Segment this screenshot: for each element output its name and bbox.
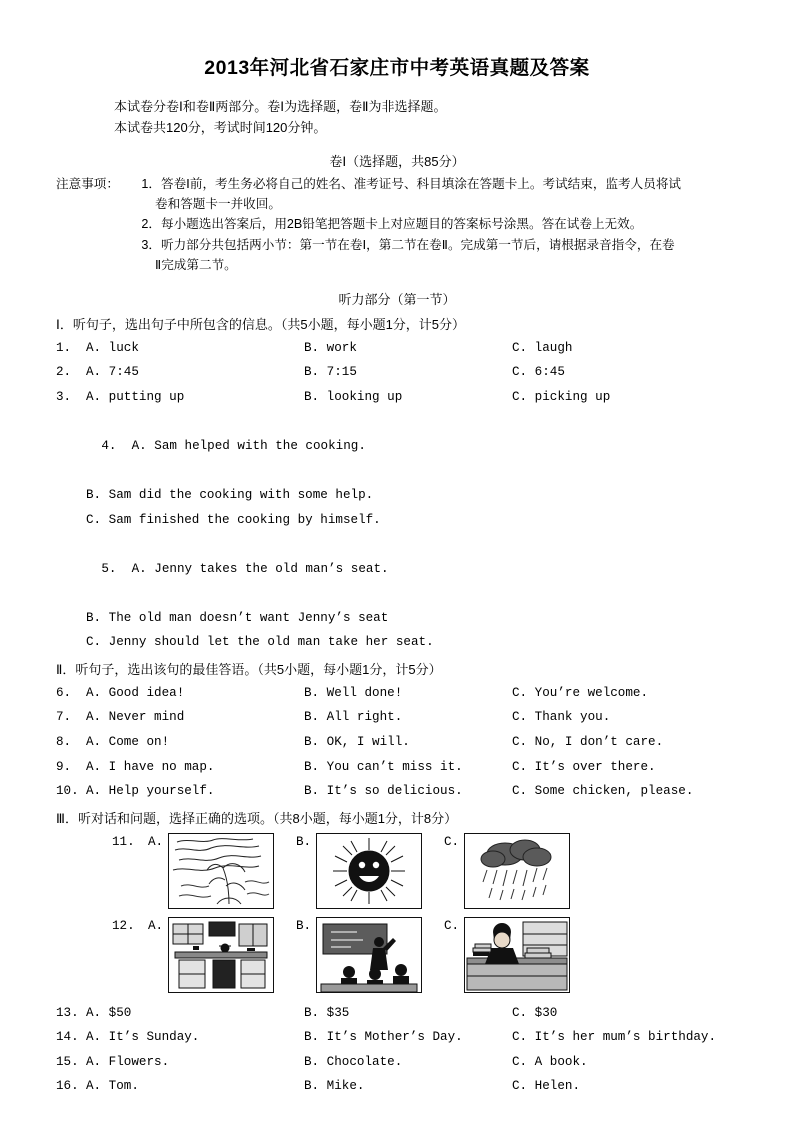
option-b: B. Chocolate. (304, 1054, 403, 1069)
option-b: B. $35 (304, 1005, 350, 1020)
stacked-option (56, 630, 738, 655)
stacked-option (56, 483, 738, 508)
option-row (56, 1074, 738, 1099)
question-number: 1. (56, 340, 72, 355)
windy-tree-image (168, 833, 274, 909)
notice-item-text: 每小题选出答案后，用2B铅笔把答题卡上对应题目的答案标号涂黑。答在试卷上无效。 (160, 217, 643, 232)
notice-item-number: 2． (141, 217, 161, 232)
section-1-options (56, 336, 738, 655)
option-c: C. Some chicken, please. (512, 784, 694, 799)
option-b: B. Well done! (304, 685, 403, 700)
kitchen-scene-image (168, 917, 274, 993)
option-b: B. OK, I will. (304, 735, 410, 749)
sunny-face-image (316, 833, 422, 909)
option-letter: A. (148, 918, 164, 933)
option-row (56, 360, 738, 385)
option-a: A. Help yourself. (86, 784, 215, 799)
picture-question-block (56, 833, 738, 993)
option-a: A. 7:45 (86, 365, 139, 380)
option-a: A. luck (86, 340, 139, 355)
option-a: A. Never mind (86, 710, 185, 725)
notice-item-text: 听力部分共包括两小节：第一节在卷Ⅰ，第二节在卷Ⅱ。完成第一节后，请根据录音指令，在卷 (160, 237, 675, 252)
option-a: A. Jenny takes the old man’s seat. (131, 561, 389, 576)
picture-option (148, 833, 296, 909)
notice-item-number: 3． (141, 237, 161, 252)
option-a: A. putting up (86, 389, 185, 404)
option-c: C. You’re welcome. (512, 685, 649, 700)
stacked-option (56, 606, 738, 631)
question-number: 5. (101, 561, 117, 576)
question-number: 10. (56, 784, 79, 799)
question-number: 3. (56, 389, 72, 404)
notice-item-continuation: 卷和答题卡一并收回。 (155, 197, 281, 212)
option-c: C. Jenny should let the old man take her seat. (86, 635, 434, 650)
intro-line-1: 本试卷分卷Ⅰ和卷Ⅱ两部分。卷Ⅰ为选择题，卷Ⅱ为非选择题。 (114, 99, 447, 114)
option-c: C. Sam finished the cooking by himself. (86, 512, 381, 527)
question-number: 9. (56, 759, 72, 774)
option-b: B. work (304, 340, 357, 355)
stacked-question (56, 409, 738, 483)
option-letter: B. (296, 834, 312, 849)
option-row (56, 730, 738, 755)
question-number: 7. (56, 710, 72, 725)
option-row (56, 1050, 738, 1075)
option-a: A. Good idea! (86, 685, 185, 700)
question-number: 8. (56, 735, 72, 749)
option-row (56, 336, 738, 361)
page-title: 2013年河北省石家庄市中考英语真题及答案 (204, 57, 590, 79)
section-1-heading (56, 314, 738, 333)
section-2-roman: Ⅱ (56, 661, 63, 677)
option-letter: A. (148, 834, 164, 849)
option-b: B. The old man doesn’t want Jenny’s seat (86, 610, 389, 625)
picture-option (148, 917, 296, 993)
intro-line-2: 本试卷共120分，考试时间120分钟。 (114, 120, 327, 136)
option-row (56, 1025, 738, 1050)
question-number: 15. (56, 1054, 79, 1069)
section-3-text: ．听对话和问题，选择正确的选项。（共8小题，每小题1分，计8分） (64, 810, 458, 826)
option-b: B. Mike. (304, 1079, 365, 1094)
option-row (56, 1001, 738, 1026)
notice-row (56, 174, 738, 194)
option-row (56, 681, 738, 706)
question-number: 11. (112, 834, 135, 849)
picture-question-row (112, 833, 738, 909)
section-2-text: ．听句子，选出该句的最佳答语。（共5小题，每小题1分，计5分） (62, 661, 442, 677)
option-c: C. 6:45 (512, 365, 565, 380)
option-row (56, 385, 738, 410)
section-3-roman: Ⅲ (56, 810, 65, 826)
option-letter: C. (444, 918, 460, 933)
option-c: C. $30 (512, 1005, 558, 1020)
notice-row (56, 235, 738, 255)
notice-block (56, 174, 738, 275)
option-b: B. All right. (304, 710, 403, 725)
option-b: B. 7:15 (304, 365, 357, 380)
option-row (56, 779, 738, 804)
option-a: A. $50 (86, 1005, 132, 1020)
notice-row (56, 214, 738, 234)
section-2-options (56, 681, 738, 804)
option-c: C. It’s over there. (512, 759, 656, 774)
option-c: C. It’s her mum’s birthday. (512, 1030, 717, 1045)
paper-one-heading: 卷Ⅰ（选择题，共85分） (329, 154, 465, 170)
option-c: C. No, I don’t care. (512, 735, 664, 749)
question-number: 16. (56, 1079, 79, 1094)
picture-option (444, 833, 592, 909)
option-letter: C. (444, 834, 460, 849)
option-b: B. looking up (304, 389, 403, 404)
option-a: A. Sam helped with the cooking. (131, 438, 366, 453)
question-number: 12. (112, 918, 135, 933)
notice-item-continuation: Ⅱ完成第二节。 (155, 257, 237, 272)
option-row (56, 755, 738, 780)
option-c: C. Thank you. (512, 710, 611, 725)
section-3-heading (56, 808, 738, 827)
option-a: A. It’s Sunday. (86, 1030, 200, 1045)
option-b: B. You can’t miss it. (304, 759, 463, 774)
question-number: 6. (56, 685, 72, 700)
library-desk-image (464, 917, 570, 993)
picture-question-row (112, 917, 738, 993)
classroom-teacher-image (316, 917, 422, 993)
question-number: 14. (56, 1030, 79, 1045)
option-b: B. It’s so delicious. (304, 784, 463, 799)
section-1-text: ．听句子，选出句子中所包含的信息。（共5小题，每小题1分，计5分） (59, 316, 466, 332)
option-c: C. laugh (512, 340, 573, 355)
notice-label: 注意事项： (56, 177, 119, 192)
option-c: C. picking up (512, 389, 611, 404)
option-a: A. I have no map. (86, 759, 215, 774)
option-c: C. Helen. (512, 1079, 581, 1094)
option-a: A. Come on! (86, 735, 170, 749)
question-number: 2. (56, 365, 72, 380)
picture-option (444, 917, 592, 993)
section-3-options (56, 1001, 738, 1099)
section-1-roman: Ⅰ (56, 316, 60, 332)
question-number: 13. (56, 1005, 79, 1020)
listening-part-heading: 听力部分（第一节） (338, 291, 456, 307)
option-b: B. It’s Mother’s Day. (304, 1030, 463, 1045)
rain-cloud-image (464, 833, 570, 909)
question-number: 4. (101, 438, 117, 453)
stacked-option (56, 508, 738, 533)
notice-item-text: 答卷Ⅰ前，考生务必将自己的姓名、准考证号、科目填涂在答题卡上。考试结束，监考人员将试 (160, 177, 682, 192)
option-a: A. Flowers. (86, 1054, 170, 1069)
option-b: B. Sam did the cooking with some help. (86, 488, 374, 503)
option-row (56, 705, 738, 730)
option-letter: B. (296, 918, 312, 933)
picture-option (296, 833, 444, 909)
option-a: A. Tom. (86, 1079, 139, 1094)
section-2-heading (56, 659, 738, 678)
picture-option (296, 917, 444, 993)
stacked-question (56, 532, 738, 606)
option-c: C. A book. (512, 1054, 588, 1069)
notice-item-number: 1． (141, 177, 161, 192)
